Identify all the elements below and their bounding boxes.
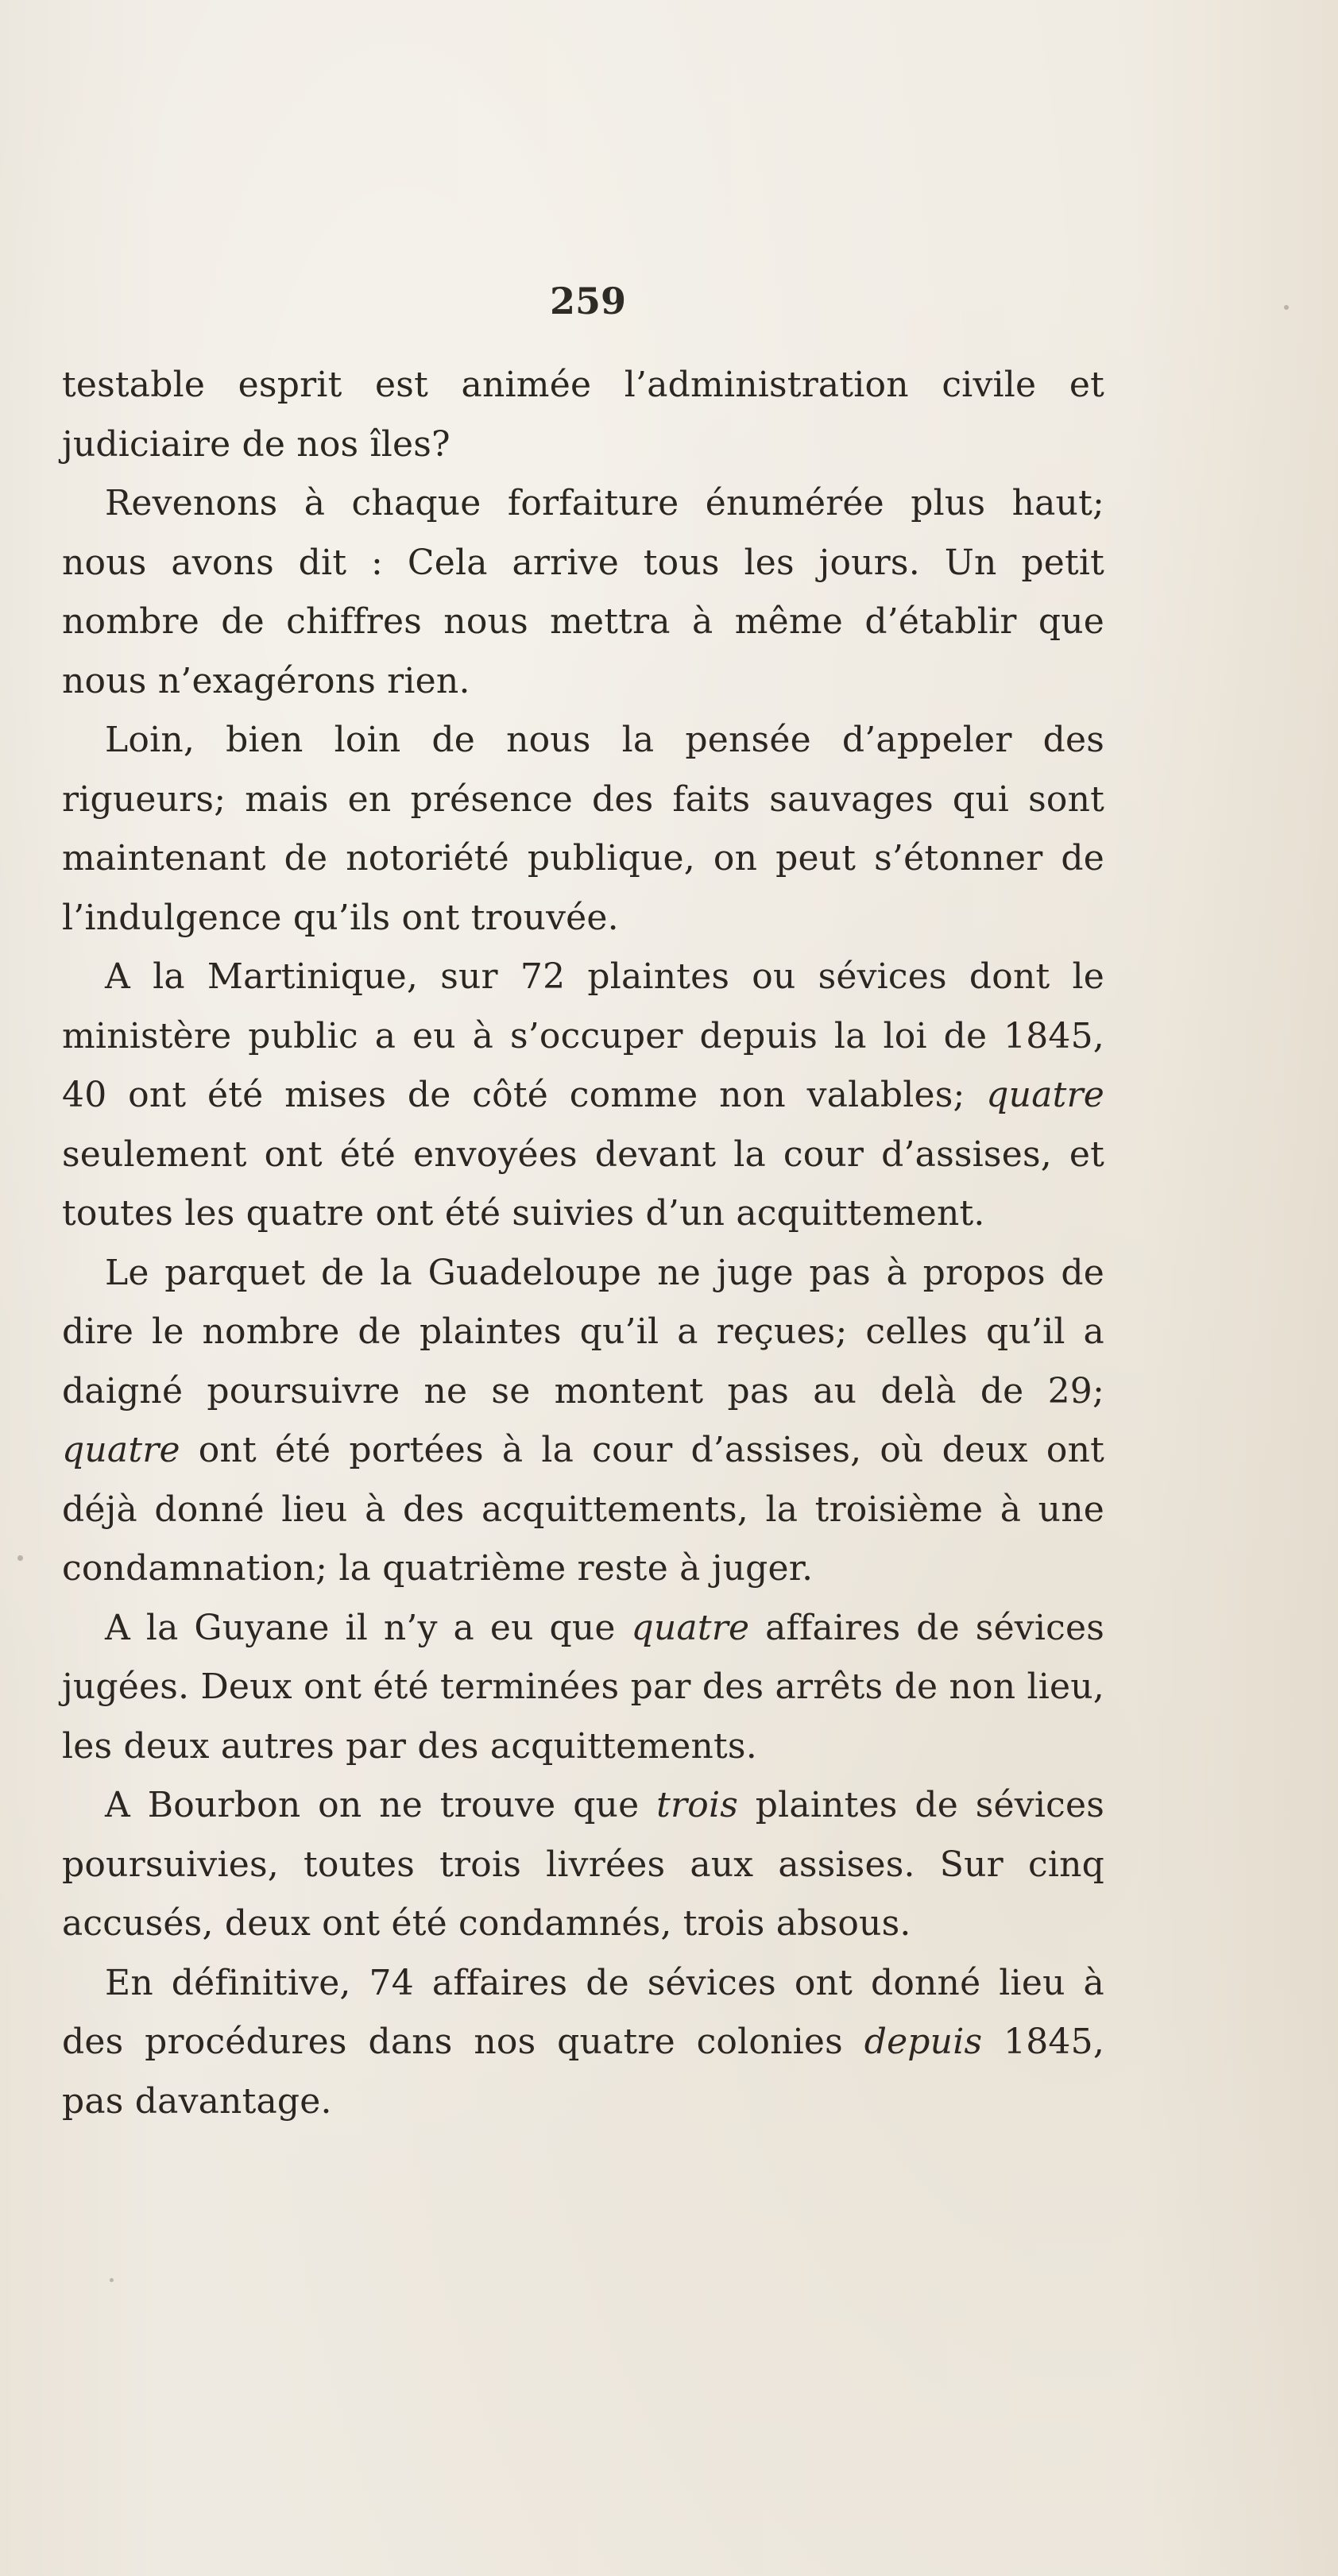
paper-speck [17, 1555, 23, 1561]
text-run: A la Guyane il n’y a eu que [105, 1607, 632, 1648]
paragraph [62, 1954, 1104, 2132]
body-text [62, 356, 1104, 2131]
text-run: A la Martinique, sur 72 plaintes ou sévices dont le ministère public a eu à s’occuper depuis la loi de 1845, 40 ont été mises de côté comme non valables; [62, 956, 1104, 1115]
page-number: 259 [549, 280, 627, 322]
text-run: Le parquet de la Guadeloupe ne juge pas à propos de dire le nombre de plaintes qu’il a reçues; celles qu’il a daigné poursuivre ne se montent pas au delà de 29; [62, 1252, 1104, 1412]
text-run: 1845, pas davantage. [62, 2022, 1105, 2122]
paragraph [62, 1599, 1104, 1777]
text-run: ont été portées à la cour d’assises, où deux ont déjà donné lieu à des acquittements, la troisième à une condamnation; la quatrième reste à juger. [62, 1430, 1104, 1589]
text-run: affaires de sévices jugées. Deux ont été terminées par des arrêts de non lieu, les deux autres par des acquittements. [62, 1607, 1104, 1767]
paragraph [62, 474, 1104, 711]
text-run: En définitive, 74 affaires de sévices ont donné lieu à des procédures dans nos quatre colonies [62, 1962, 1104, 2062]
text-run: testable esprit est animée l’administration civile et judiciaire de nos îles? [62, 365, 1104, 465]
italic-text: quatre [631, 1607, 750, 1648]
text-run: plaintes de sévices poursuivies, toutes trois livrées aux assises. Sur cinq accusés, deux ont été condamnés, trois absous. [62, 1785, 1104, 1944]
text-run: A Bourbon on ne trouve que [105, 1785, 657, 1825]
italic-text: depuis [864, 2022, 983, 2062]
paragraph [62, 948, 1104, 1244]
paragraph [62, 1776, 1104, 1954]
paper-speck [110, 2278, 114, 2282]
italic-text: quatre [62, 1430, 180, 1470]
italic-text: trois [656, 1785, 738, 1825]
paper-speck [1284, 305, 1289, 310]
text-run: Loin, bien loin de nous la pensée d’appeler des rigueurs; mais en présence des faits sauvages qui sont maintenant de notoriété publique, on peut s’étonner de l’indulgence qu’ils ont trouvée. [62, 720, 1104, 938]
text-run: seulement ont été envoyées devant la cour d’assises, et toutes les quatre ont été suivies d’un acquittement. [62, 1134, 1104, 1234]
text-run: Revenons à chaque forfaiture énumérée plus haut; nous avons dit : Cela arrive tous les jours. Un petit nombre de chiffres nous mettra à même d’établir que nous n’exagérons rien. [62, 483, 1104, 701]
paragraph [62, 1244, 1104, 1599]
italic-text: quatre [986, 1075, 1104, 1115]
paragraph [62, 356, 1104, 474]
paragraph [62, 711, 1104, 948]
